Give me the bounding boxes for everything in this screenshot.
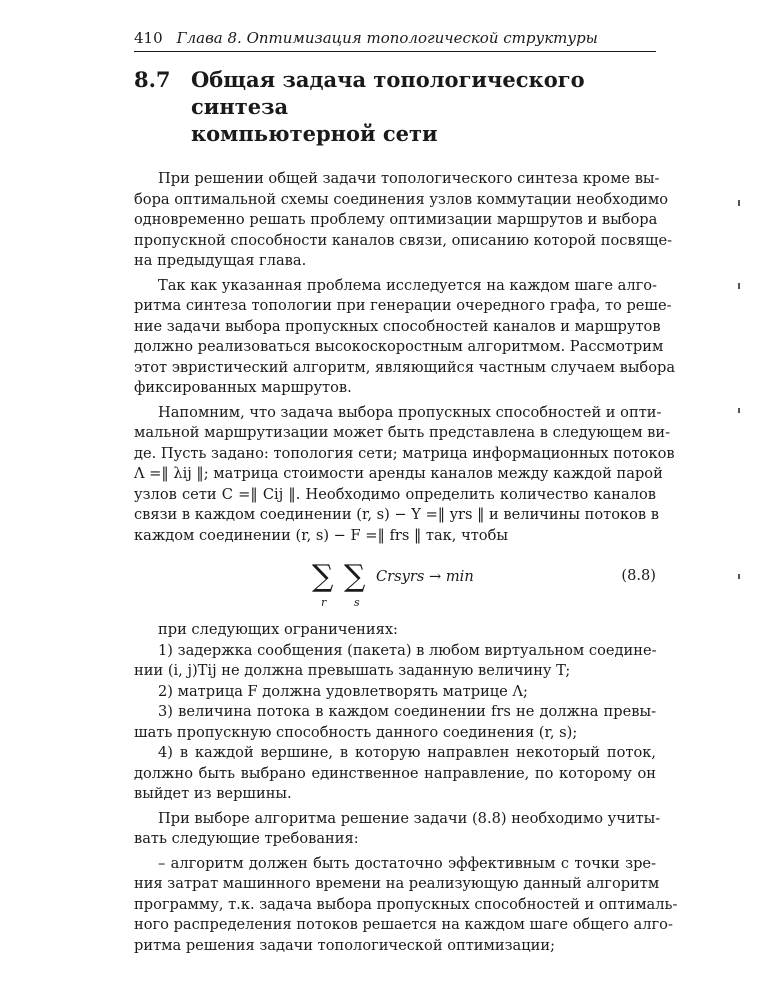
paragraph (134, 403, 675, 547)
text-line: фиксированных маршрутов. (134, 379, 352, 396)
text-line: – алгоритм должен быть достаточно эффективным с точки зре- (158, 854, 656, 872)
text-line: должно быть выбрано единственное направление, по которому он (134, 764, 656, 782)
text-line: при следующих ограничениях: (158, 621, 398, 638)
list-item (134, 682, 656, 703)
text-line: пропускной способности каналов связи, описанию которой посвяще- (134, 231, 673, 249)
sum-sign-icon: ∑ (312, 559, 334, 594)
section-title (191, 66, 656, 147)
text-line: мальной маршрутизации может быть представлена в следующем ви- (134, 424, 671, 441)
chapter-title: Глава 8. Оптимизация топологической структуры (176, 29, 598, 47)
page (134, 28, 678, 956)
text-line: де. Пусть задано: топология сети; матрица информационных потоков (134, 444, 675, 462)
equation-number: (8.8) (621, 567, 656, 584)
scan-mark (738, 408, 740, 413)
text-line: узлов сети C =‖ Cij ‖. Необходимо определить количество каналов (134, 485, 656, 503)
text-line: Так как указанная проблема исследуется на каждом шаге алго- (158, 276, 657, 294)
text-line: одновременно решать проблему оптимизации маршрутов и выбора (134, 211, 658, 228)
text-line: на предыдущая глава. (134, 252, 307, 269)
text-line: вать следующие требования: (134, 830, 359, 847)
sum-sign-icon: ∑ (344, 559, 366, 594)
text-line: каждом соединении (r, s) − F =‖ frs ‖ так, чтобы (134, 526, 508, 544)
paragraph (134, 620, 656, 641)
text-line: нии (i, j)Tij не должна превышать заданную величину T; (134, 662, 571, 679)
text-line: шать пропускную способность данного соединения (r, s); (134, 723, 578, 741)
scan-mark (738, 200, 740, 206)
paragraph (134, 276, 676, 399)
text-line: ритма синтеза топологии при генерации очередного графа, то реше- (134, 297, 672, 314)
text-line: 4) в каждой вершине, в которую направлен некоторый поток, (158, 744, 656, 761)
section-title-line: компьютерной сети (191, 121, 438, 146)
list-item (134, 854, 678, 957)
text-line: ния затрат машинного времени на реализующую данный алгоритм (134, 875, 660, 892)
text-line: выйдет из вершины. (134, 785, 292, 802)
list-item (134, 743, 656, 805)
text-line: ние задачи выбора пропускных способностей каналов и маршрутов (134, 317, 661, 335)
text-line: бора оптимальной схемы соединения узлов коммутации необходимо (134, 190, 669, 208)
paragraph (134, 809, 661, 850)
page-number: 410 (134, 29, 163, 47)
scan-mark (738, 283, 740, 289)
text-line: 1) задержка сообщения (пакета) в любом виртуальном соедине- (158, 641, 657, 659)
text-line: 3) величина потока в каждом соединении frs не должна превы- (158, 703, 656, 720)
double-sum-formula (310, 556, 510, 612)
section-title-line: Общая задача топологического синтеза (191, 67, 585, 119)
text-line: должно реализоваться высокоскоростным алгоритмом. Рассмотрим (134, 338, 664, 355)
scan-mark (738, 574, 740, 579)
text-line: Напомним, что задача выбора пропускных способностей и опти- (158, 403, 662, 421)
text-line: 2) матрица F должна удовлетворять матрице Λ; (158, 682, 528, 700)
text-line: При выборе алгоритма решение задачи (8.8) необходимо учиты- (158, 809, 661, 827)
list-item (134, 641, 656, 682)
formula-8-8 (134, 552, 656, 614)
text-line: ного распределения потоков решается на каждом шаге общего алго- (134, 916, 673, 933)
text-line: этот эвристический алгоритм, являющийся частным случаем выбора (134, 358, 676, 376)
sum-index-r: r (321, 596, 327, 609)
section-heading (134, 66, 656, 147)
section-number: 8.7 (134, 67, 171, 92)
text-line: ритма решения задачи топологической оптимизации; (134, 936, 556, 954)
text-line: Λ =‖ λij ‖; матрица стоимости аренды каналов между каждой парой (134, 465, 663, 482)
list-item (134, 702, 656, 743)
text-line: При решении общей задачи топологического синтеза кроме вы- (158, 170, 660, 187)
text-line: программу, т.к. задача выбора пропускных способностей и оптималь- (134, 895, 678, 913)
body-text (134, 169, 678, 956)
text-line: связи в каждом соединении (r, s) − Y =‖ yrs ‖ и величины потоков в (134, 506, 659, 523)
paragraph (134, 169, 673, 272)
formula-expression: Crsyrs → min (376, 568, 474, 585)
sum-index-s: s (354, 596, 360, 609)
running-head (134, 28, 656, 52)
